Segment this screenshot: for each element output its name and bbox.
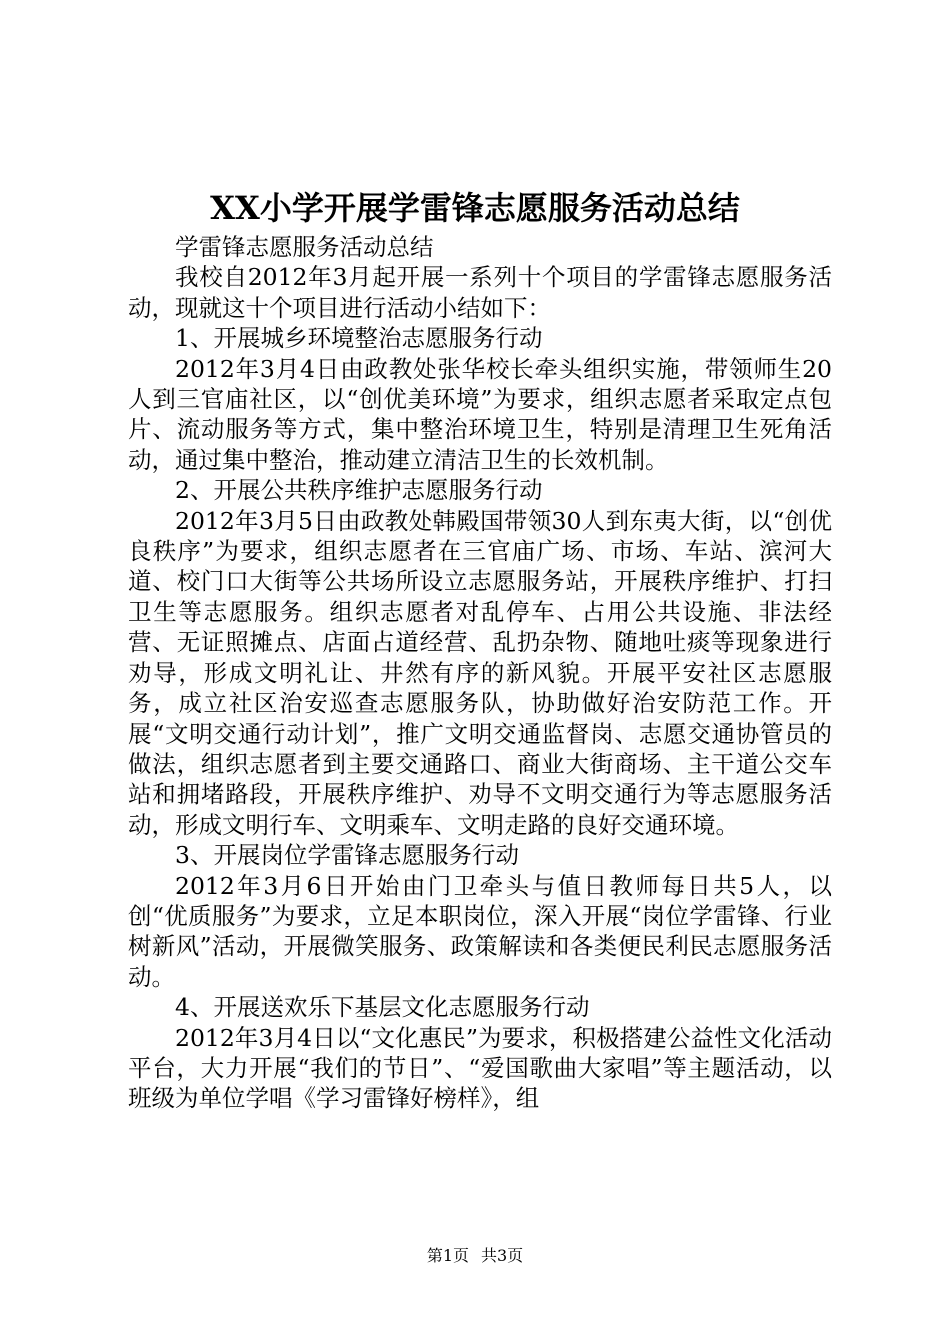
section-body-2: 2012年3月5日由政教处韩殿国带领30人到东夷大街，以“创优良秩序”为要求，组织志愿者在三官庙广场、市场、车站、滨河大道、校门口大街等公共场所设立志愿服务站，开展秩序维护、打扫卫生等志愿服务。组织志愿者对乱停车、占用公共设施、非法经营、无证照摊点、店面占道经营、乱扔杂物、随地吐痰等现象进行劝导，形成文明礼让、井然有序的新风貌。开展平安社区志愿服务，成立社区治安巡查志愿服务队，协助做好治安防范工作。开展“文明交通行动计划”，推广文明交通监督岗、志愿交通协管员的做法，组织志愿者到主要交通路口、商业大街商场、主干道公交车站和拥堵路段，开展秩序维护、劝导不文明交通行为等志愿服务活动，形成文明行车、文明乘车、文明走路的良好交通环境。 xyxy=(128,506,832,839)
document-title: XX小学开展学雷锋志愿服务活动总结 xyxy=(210,189,740,227)
document-body xyxy=(128,232,832,1114)
section-heading-2: 2、开展公共秩序维护志愿服务行动 xyxy=(175,476,543,505)
section-heading-4: 4、开展送欢乐下基层文化志愿服务行动 xyxy=(175,993,590,1022)
section-heading-1: 1、开展城乡环境整治志愿服务行动 xyxy=(175,324,543,353)
section-body-3: 2012年3月6日开始由门卫牵头与值日教师每日共5人，以创“优质服务”为要求，立足本职岗位，深入开展“岗位学雷锋、行业树新风”活动，开展微笑服务、政策解读和各类便民利民志愿服务活动。 xyxy=(128,871,832,991)
page-total: 共3页 xyxy=(481,1246,524,1265)
section-heading-3: 3、开展岗位学雷锋志愿服务行动 xyxy=(175,841,519,870)
paragraph-intro: 我校自2012年3月起开展一系列十个项目的学雷锋志愿服务活动，现就这十个项目进行活动小结如下： xyxy=(128,263,832,322)
page-number: 第1页 xyxy=(426,1246,469,1265)
section-body-1: 2012年3月4日由政教处张华校长牵头组织实施，带领师生20人到三官庙社区，以“创优美环境”为要求，组织志愿者采取定点包片、流动服务等方式，集中整治环境卫生，特别是清理卫生死角活动，通过集中整治，推动建立清洁卫生的长效机制。 xyxy=(128,354,832,474)
page-footer xyxy=(0,1244,950,1268)
section-body-4: 2012年3月4日以“文化惠民”为要求，积极搭建公益性文化活动平台，大力开展“我们的节日”、“爱国歌曲大家唱”等主题活动，以班级为单位学唱《学习雷锋好榜样》，组 xyxy=(128,1023,832,1113)
paragraph-subtitle: 学雷锋志愿服务活动总结 xyxy=(175,233,434,261)
